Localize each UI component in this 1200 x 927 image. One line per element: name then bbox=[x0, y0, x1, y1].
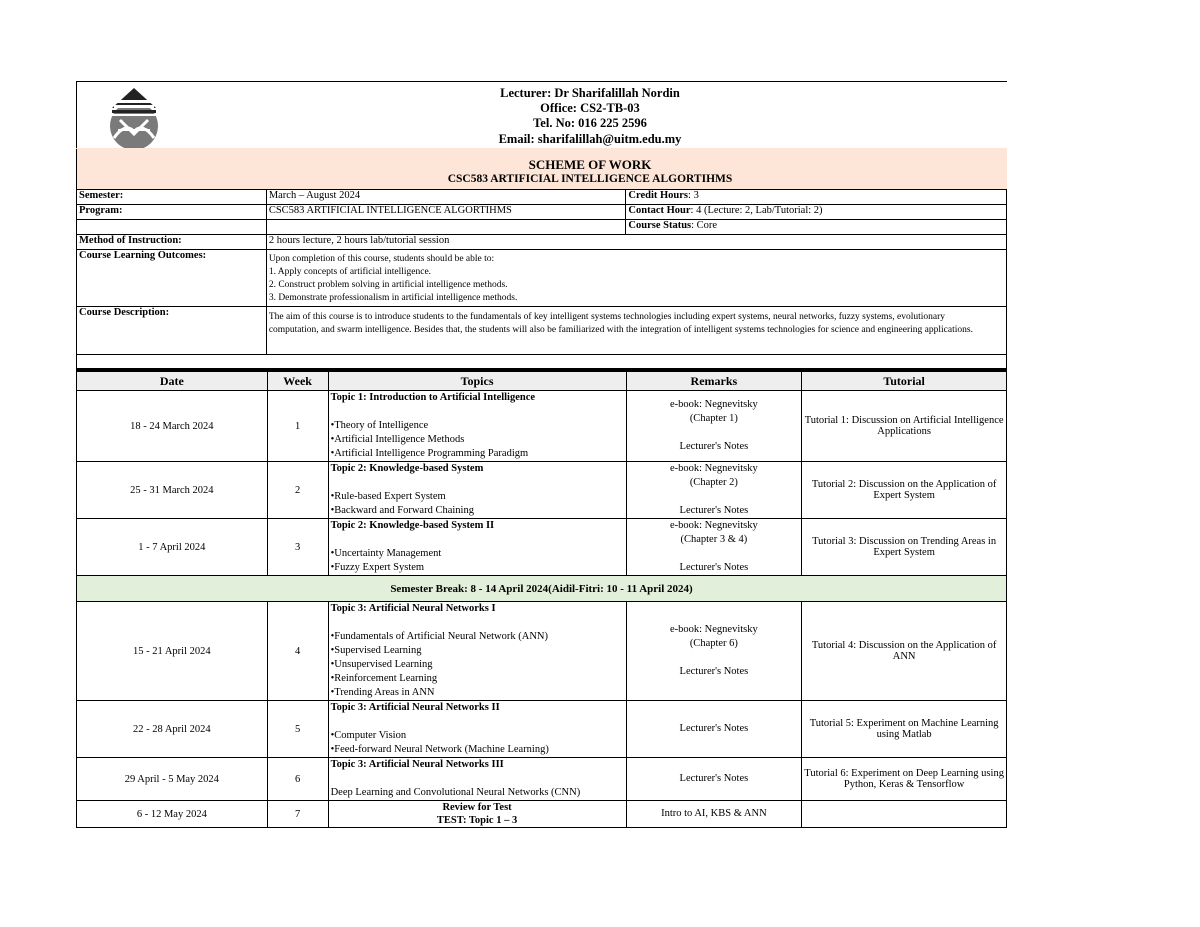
semester-break-row bbox=[77, 576, 1007, 602]
table-row bbox=[77, 701, 1007, 758]
row-week: 7 bbox=[267, 801, 328, 828]
row-tutorial: Tutorial 5: Experiment on Machine Learning using Matlab bbox=[802, 701, 1007, 758]
row-topics bbox=[328, 391, 626, 462]
table-row bbox=[77, 391, 1007, 462]
clo-line: Upon completion of this course, students should be able to: bbox=[268, 254, 495, 264]
row-topics bbox=[328, 519, 626, 576]
method-value: 2 hours lecture, 2 hours lab/tutorial session bbox=[266, 235, 1006, 250]
col-header-topics: Topics bbox=[328, 372, 626, 391]
row-topics bbox=[328, 758, 626, 801]
topic-item: •Rule-based Expert System bbox=[330, 491, 446, 502]
topic-item: •Artificial Intelligence Methods bbox=[330, 434, 465, 445]
clo-line: 3. Demonstrate professionalism in artificial intelligence methods. bbox=[268, 293, 518, 303]
row-tutorial: Tutorial 2: Discussion on the Application of Expert System bbox=[802, 462, 1007, 519]
row-topics bbox=[328, 701, 626, 758]
row-tutorial: Tutorial 4: Discussion on the Application of ANN bbox=[802, 602, 1007, 701]
col-header-tutorial: Tutorial bbox=[802, 372, 1007, 391]
office-location: Office: CS2-TB-03 bbox=[540, 101, 640, 115]
clo-line: 2. Construct problem solving in artificial intelligence methods. bbox=[268, 280, 508, 290]
remark-line: e-book: Negnevitsky bbox=[669, 399, 758, 410]
test-line: TEST: Topic 1 – 3 bbox=[436, 815, 518, 826]
course-info-table bbox=[76, 189, 1007, 369]
topic-item: •Backward and Forward Chaining bbox=[330, 505, 474, 516]
remark-line: e-book: Negnevitsky bbox=[669, 624, 758, 635]
clo-label: Course Learning Outcomes: bbox=[77, 250, 267, 307]
course-status-label: Course Status bbox=[628, 220, 692, 231]
clo-line: 1. Apply concepts of artificial intelligence. bbox=[268, 267, 432, 277]
topic-item: •Reinforcement Learning bbox=[330, 673, 438, 684]
topic-title: Topic 1: Introduction to Artificial Intelligence bbox=[330, 392, 536, 403]
remark-line: e-book: Negnevitsky bbox=[669, 520, 758, 531]
topic-title: Topic 3: Artificial Neural Networks III bbox=[330, 759, 504, 770]
topic-item: •Fundamentals of Artificial Neural Network (ANN) bbox=[330, 631, 549, 642]
row-topics bbox=[328, 462, 626, 519]
contact-hour-value: : 4 (Lecture: 2, Lab/Tutorial: 2) bbox=[690, 205, 823, 216]
row-tutorial: Tutorial 6: Experiment on Deep Learning using Python, Keras & Tensorflow bbox=[802, 758, 1007, 801]
col-header-date: Date bbox=[77, 372, 268, 391]
contact-hour-cell bbox=[626, 205, 1007, 220]
row-tutorial: Tutorial 3: Discussion on Trending Areas in Expert System bbox=[802, 519, 1007, 576]
row-tutorial bbox=[802, 801, 1007, 828]
row-week: 4 bbox=[267, 602, 328, 701]
row-date: 29 April - 5 May 2024 bbox=[77, 758, 268, 801]
row-topics bbox=[328, 801, 626, 828]
review-line: Review for Test bbox=[442, 802, 512, 813]
email-address: Email: sharifalillah@uitm.edu.my bbox=[498, 132, 682, 146]
semester-break-text: Semester Break: 8 - 14 April 2024(Aidil-Fitri: 10 - 11 April 2024) bbox=[77, 576, 1007, 602]
remark-line: e-book: Negnevitsky bbox=[669, 463, 758, 474]
table-row bbox=[77, 519, 1007, 576]
remark-line: (Chapter 1) bbox=[689, 413, 738, 424]
schedule-table bbox=[76, 371, 1007, 828]
remark-line: Lecturer's Notes bbox=[679, 441, 749, 452]
method-label: Method of Instruction: bbox=[77, 235, 267, 250]
topic-title: Topic 2: Knowledge-based System bbox=[330, 463, 484, 474]
table-row bbox=[77, 462, 1007, 519]
university-logo bbox=[106, 86, 162, 150]
table-row bbox=[77, 758, 1007, 801]
program-label: Program: bbox=[77, 205, 267, 220]
lecturer-name: Lecturer: Dr Sharifalillah Nordin bbox=[500, 86, 680, 100]
program-value: CSC583 ARTIFICIAL INTELLIGENCE ALGORTIHMS bbox=[266, 205, 626, 220]
topic-item: •Trending Areas in ANN bbox=[330, 687, 435, 698]
topic-item: •Feed-forward Neural Network (Machine Learning) bbox=[330, 744, 549, 755]
col-header-week: Week bbox=[267, 372, 328, 391]
remark-line: (Chapter 2) bbox=[689, 477, 738, 488]
empty-cell bbox=[266, 220, 626, 235]
row-week: 2 bbox=[267, 462, 328, 519]
contact-hour-label: Contact Hour bbox=[628, 205, 691, 216]
topic-title: Topic 3: Artificial Neural Networks II bbox=[330, 702, 500, 713]
row-week: 5 bbox=[267, 701, 328, 758]
topic-item: •Uncertainty Management bbox=[330, 548, 442, 559]
topic-item: •Fuzzy Expert System bbox=[330, 562, 425, 573]
clo-list bbox=[266, 250, 1006, 307]
course-title: CSC583 ARTIFICIAL INTELLIGENCE ALGORTIHMS bbox=[447, 173, 733, 185]
row-remarks: Intro to AI, KBS & ANN bbox=[626, 801, 802, 828]
credit-hours-label: Credit Hours bbox=[628, 190, 689, 201]
credit-hours-value: : 3 bbox=[688, 190, 699, 201]
top-border bbox=[76, 81, 1007, 82]
topic-item: •Unsupervised Learning bbox=[330, 659, 433, 670]
topic-item: •Supervised Learning bbox=[330, 645, 422, 656]
row-remarks bbox=[626, 519, 802, 576]
row-date: 22 - 28 April 2024 bbox=[77, 701, 268, 758]
row-remarks bbox=[626, 602, 802, 701]
spacer-row bbox=[77, 355, 1007, 369]
row-remarks bbox=[626, 462, 802, 519]
row-date: 15 - 21 April 2024 bbox=[77, 602, 268, 701]
topic-item: Deep Learning and Convolutional Neural Networks (CNN) bbox=[330, 787, 581, 798]
row-date: 25 - 31 March 2024 bbox=[77, 462, 268, 519]
row-week: 3 bbox=[267, 519, 328, 576]
row-remarks: Lecturer's Notes bbox=[626, 758, 802, 801]
col-header-remarks: Remarks bbox=[626, 372, 802, 391]
row-topics bbox=[328, 602, 626, 701]
remark-line: Lecturer's Notes bbox=[679, 505, 749, 516]
row-date: 6 - 12 May 2024 bbox=[77, 801, 268, 828]
telephone-number: Tel. No: 016 225 2596 bbox=[533, 116, 647, 130]
credit-hours-cell bbox=[626, 190, 1007, 205]
empty-cell bbox=[77, 220, 267, 235]
course-status-value: : Core bbox=[691, 220, 718, 231]
topic-item: •Computer Vision bbox=[330, 730, 407, 741]
table-row bbox=[77, 801, 1007, 828]
remark-line: (Chapter 3 & 4) bbox=[680, 534, 748, 545]
topic-title: Topic 2: Knowledge-based System II bbox=[330, 520, 495, 531]
description-label: Course Description: bbox=[77, 307, 267, 355]
scheme-title: SCHEME OF WORK bbox=[528, 157, 652, 172]
course-status-cell bbox=[626, 220, 1007, 235]
topic-title: Topic 3: Artificial Neural Networks I bbox=[330, 603, 496, 614]
remark-line: Lecturer's Notes bbox=[679, 562, 749, 573]
topic-item: •Theory of Intelligence bbox=[330, 420, 429, 431]
description-value: The aim of this course is to introduce students to the fundamentals of key intelligent systems technologies including expert systems, neural networks, fuzzy systems, evolutionary computation, and swarm intelligence. Besides that, the students will also be familiarized with the integration of intelligent systems technologies for science and engineering applications. bbox=[266, 307, 1006, 355]
table-row bbox=[77, 602, 1007, 701]
row-week: 1 bbox=[267, 391, 328, 462]
row-remarks: Lecturer's Notes bbox=[626, 701, 802, 758]
row-tutorial: Tutorial 1: Discussion on Artificial Intelligence Applications bbox=[802, 391, 1007, 462]
topic-item: •Artificial Intelligence Programming Paradigm bbox=[330, 448, 529, 459]
remark-line: Lecturer's Notes bbox=[679, 666, 749, 677]
semester-value: March – August 2024 bbox=[266, 190, 626, 205]
row-remarks bbox=[626, 391, 802, 462]
row-week: 6 bbox=[267, 758, 328, 801]
row-date: 18 - 24 March 2024 bbox=[77, 391, 268, 462]
semester-label: Semester: bbox=[77, 190, 267, 205]
row-date: 1 - 7 April 2024 bbox=[77, 519, 268, 576]
remark-line: (Chapter 6) bbox=[689, 638, 738, 649]
